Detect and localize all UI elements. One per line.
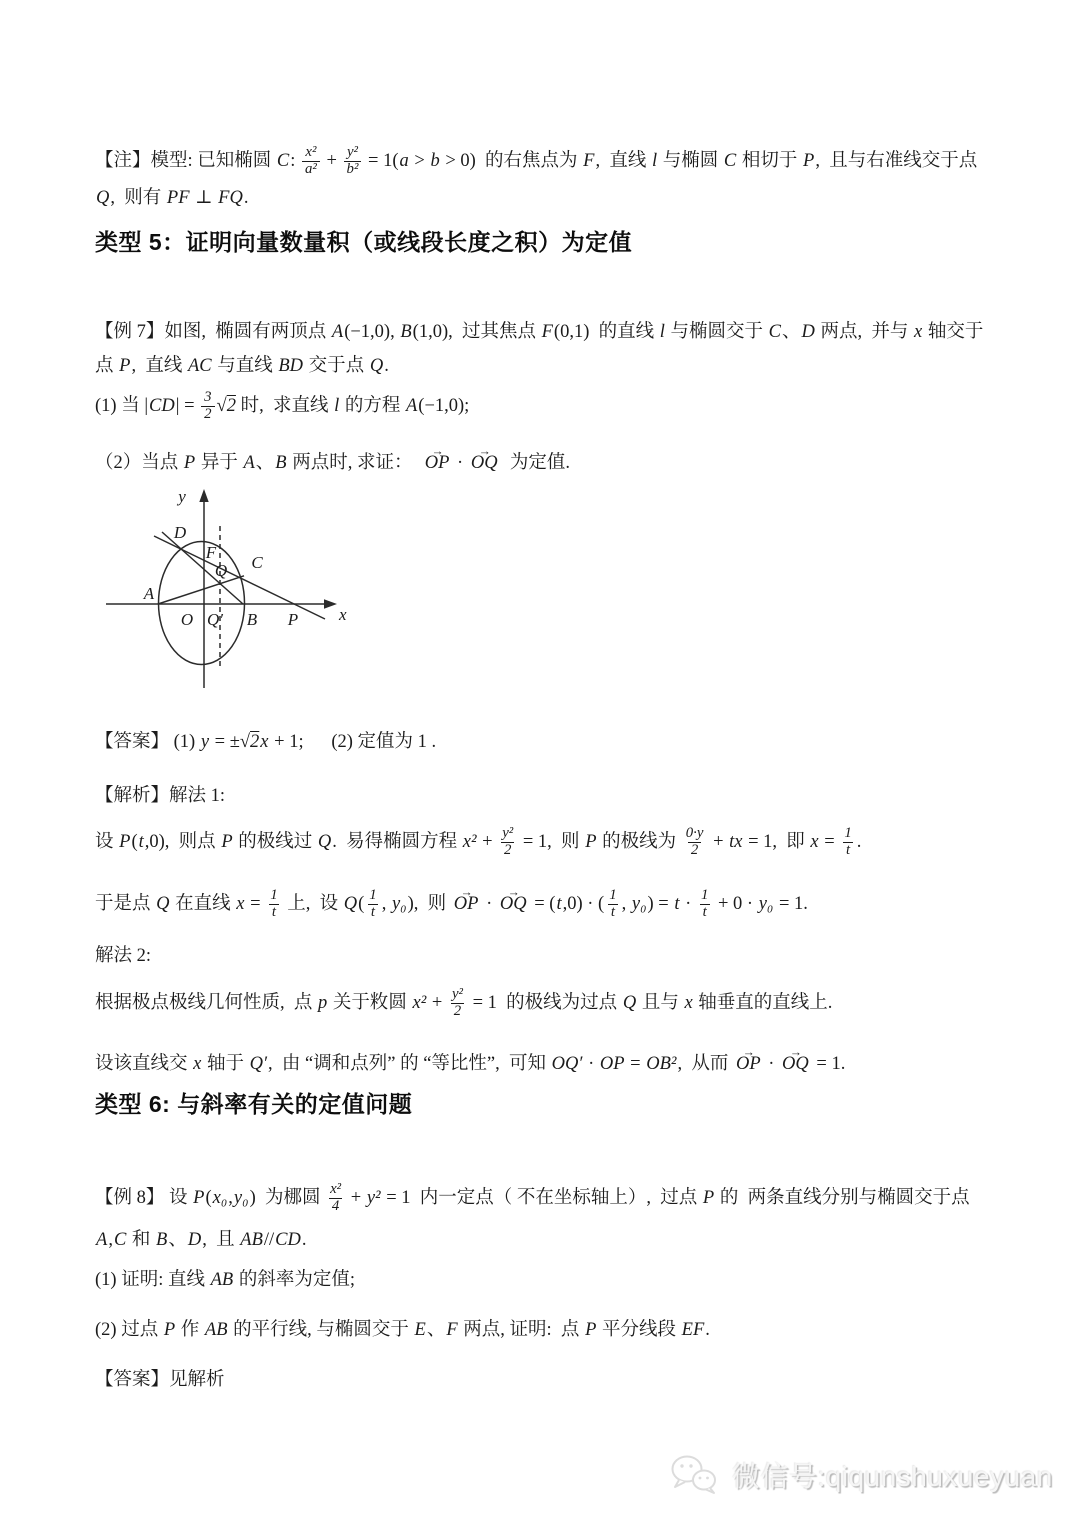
- example7-analysis-head: 【解析】解法 1:: [95, 785, 226, 806]
- example7-intro: 【例 7】如图, 椭圆有两顶点 A(−1,0), B(1,0), 过其焦点 F(0,1) 的直线 l 与椭圆交于 C、D 两点, 并与 x 轴交于点 P, 直线 AC 与直线 BD 交于点 Q.: [95, 321, 984, 376]
- x-axis-arrow: [324, 599, 337, 609]
- section-heading-type6: 类型 6: 与斜率有关的定值问题: [95, 1091, 413, 1117]
- label-D: D: [173, 523, 187, 542]
- line-bd: [162, 532, 243, 604]
- wechat-id-text: 微信号:qiqunshuxueyuan: [732, 1461, 1053, 1492]
- ellipse-curve: [159, 542, 245, 665]
- label-B: B: [246, 610, 258, 629]
- label-C: C: [251, 553, 263, 572]
- label-F: F: [205, 543, 217, 562]
- label-Q: Q: [214, 561, 228, 580]
- ellipse-figure: [98, 472, 398, 704]
- solution1-line1: 设 P(t,0), 则点 P 的极线过 Q. 易得椭圆方程 x² + $\frac{\text{y²}}{2}$ = 1, 则 P 的极线为 $\frac{0\cdot y}{2}$ + tx = 1, 即 x = $\frac{1}{t}$ .: [95, 824, 862, 858]
- solution2-head: 解法 2:: [95, 945, 152, 966]
- label-y: y: [178, 487, 186, 506]
- example7-answer: 【答案】 (1) y = ±√2x + 1; (2) 定值为 1 .: [95, 731, 437, 752]
- example8-part1: (1) 证明: 直线 AB 的斜率为定值;: [95, 1269, 355, 1290]
- label-P: P: [287, 610, 299, 629]
- line-ac: [158, 576, 244, 604]
- wechat-watermark: [668, 1452, 1053, 1498]
- wechat-icon: [668, 1452, 722, 1498]
- example7-part1: (1) 当 |CD| = $\frac{3}{2}$ √2 时, 求直线 l 的方程 A(−1,0);: [95, 388, 470, 422]
- solution2-line2: 设该直线交 x 轴于 Q′, 由 “调和点列” 的 “等比性”, 可知 OQ′ · OP = OB², 从而 OP → · OQ → = 1.: [95, 1039, 987, 1087]
- label-O: O: [180, 610, 194, 629]
- solution2-line1: 根据极点极线几何性质, 点 p 关于敉圆 x² + $\frac{\text{y²}}{2}$ = 1 的极线为过点 Q 且与 x 轴垂直的直线上.: [95, 985, 833, 1019]
- example8-part2: (2) 过点 P 作 AB 的平行线, 与椭圆交于 E、F 两点, 证明: 点 P 平分线段 EF.: [95, 1319, 710, 1340]
- y-axis-arrow: [199, 489, 208, 502]
- example8-intro: 【例 8】 设 P(x₀,y₀) 为梛圆 $\frac{\text{x²}}{4}$ + y² = 1 内一定点（ 不在坐标轴上）, 过点 P 的 两条直线分别与椭圆交于点 A,C 和 B、D, 且 AB//CD.: [95, 1180, 975, 1250]
- label-x: x: [339, 605, 347, 624]
- example7-part2: （2）当点 P 异于 A、B 两点时, 求证： OP → · OQ → 为定值.: [95, 438, 987, 486]
- label-A: A: [143, 584, 155, 603]
- note-paragraph: 【注】模型: 已知椭圆 C: $\frac{\text{x²}}{\text{a²}}$ + $\frac{\text{y²}}{\text{b²}}$ = 1(a > b > 0) 的右焦点为 F, 直线 l 与椭圆 C 相切于 P, 且与右准线交于点 Q, 则有 PF ⊥ FQ.: [95, 143, 982, 208]
- section-heading-type5: 类型 5：证明向量数量积（或线段长度之积）为定值: [95, 229, 633, 255]
- example8-answer: 【答案】见解析: [95, 1369, 225, 1390]
- solution1-line2: 于是点 Q 在直线 x = $\frac{1}{t}$ 上, 设 Q( $\frac{1}{t}$ , y₀), 则 OP → · OQ → = (t,0) · ( $\frac{1}{t}$ , y₀) = t · $\frac{1}{t}$ + 0 · y₀ = 1.: [95, 879, 987, 927]
- label-Q-prime: Q′: [207, 610, 223, 629]
